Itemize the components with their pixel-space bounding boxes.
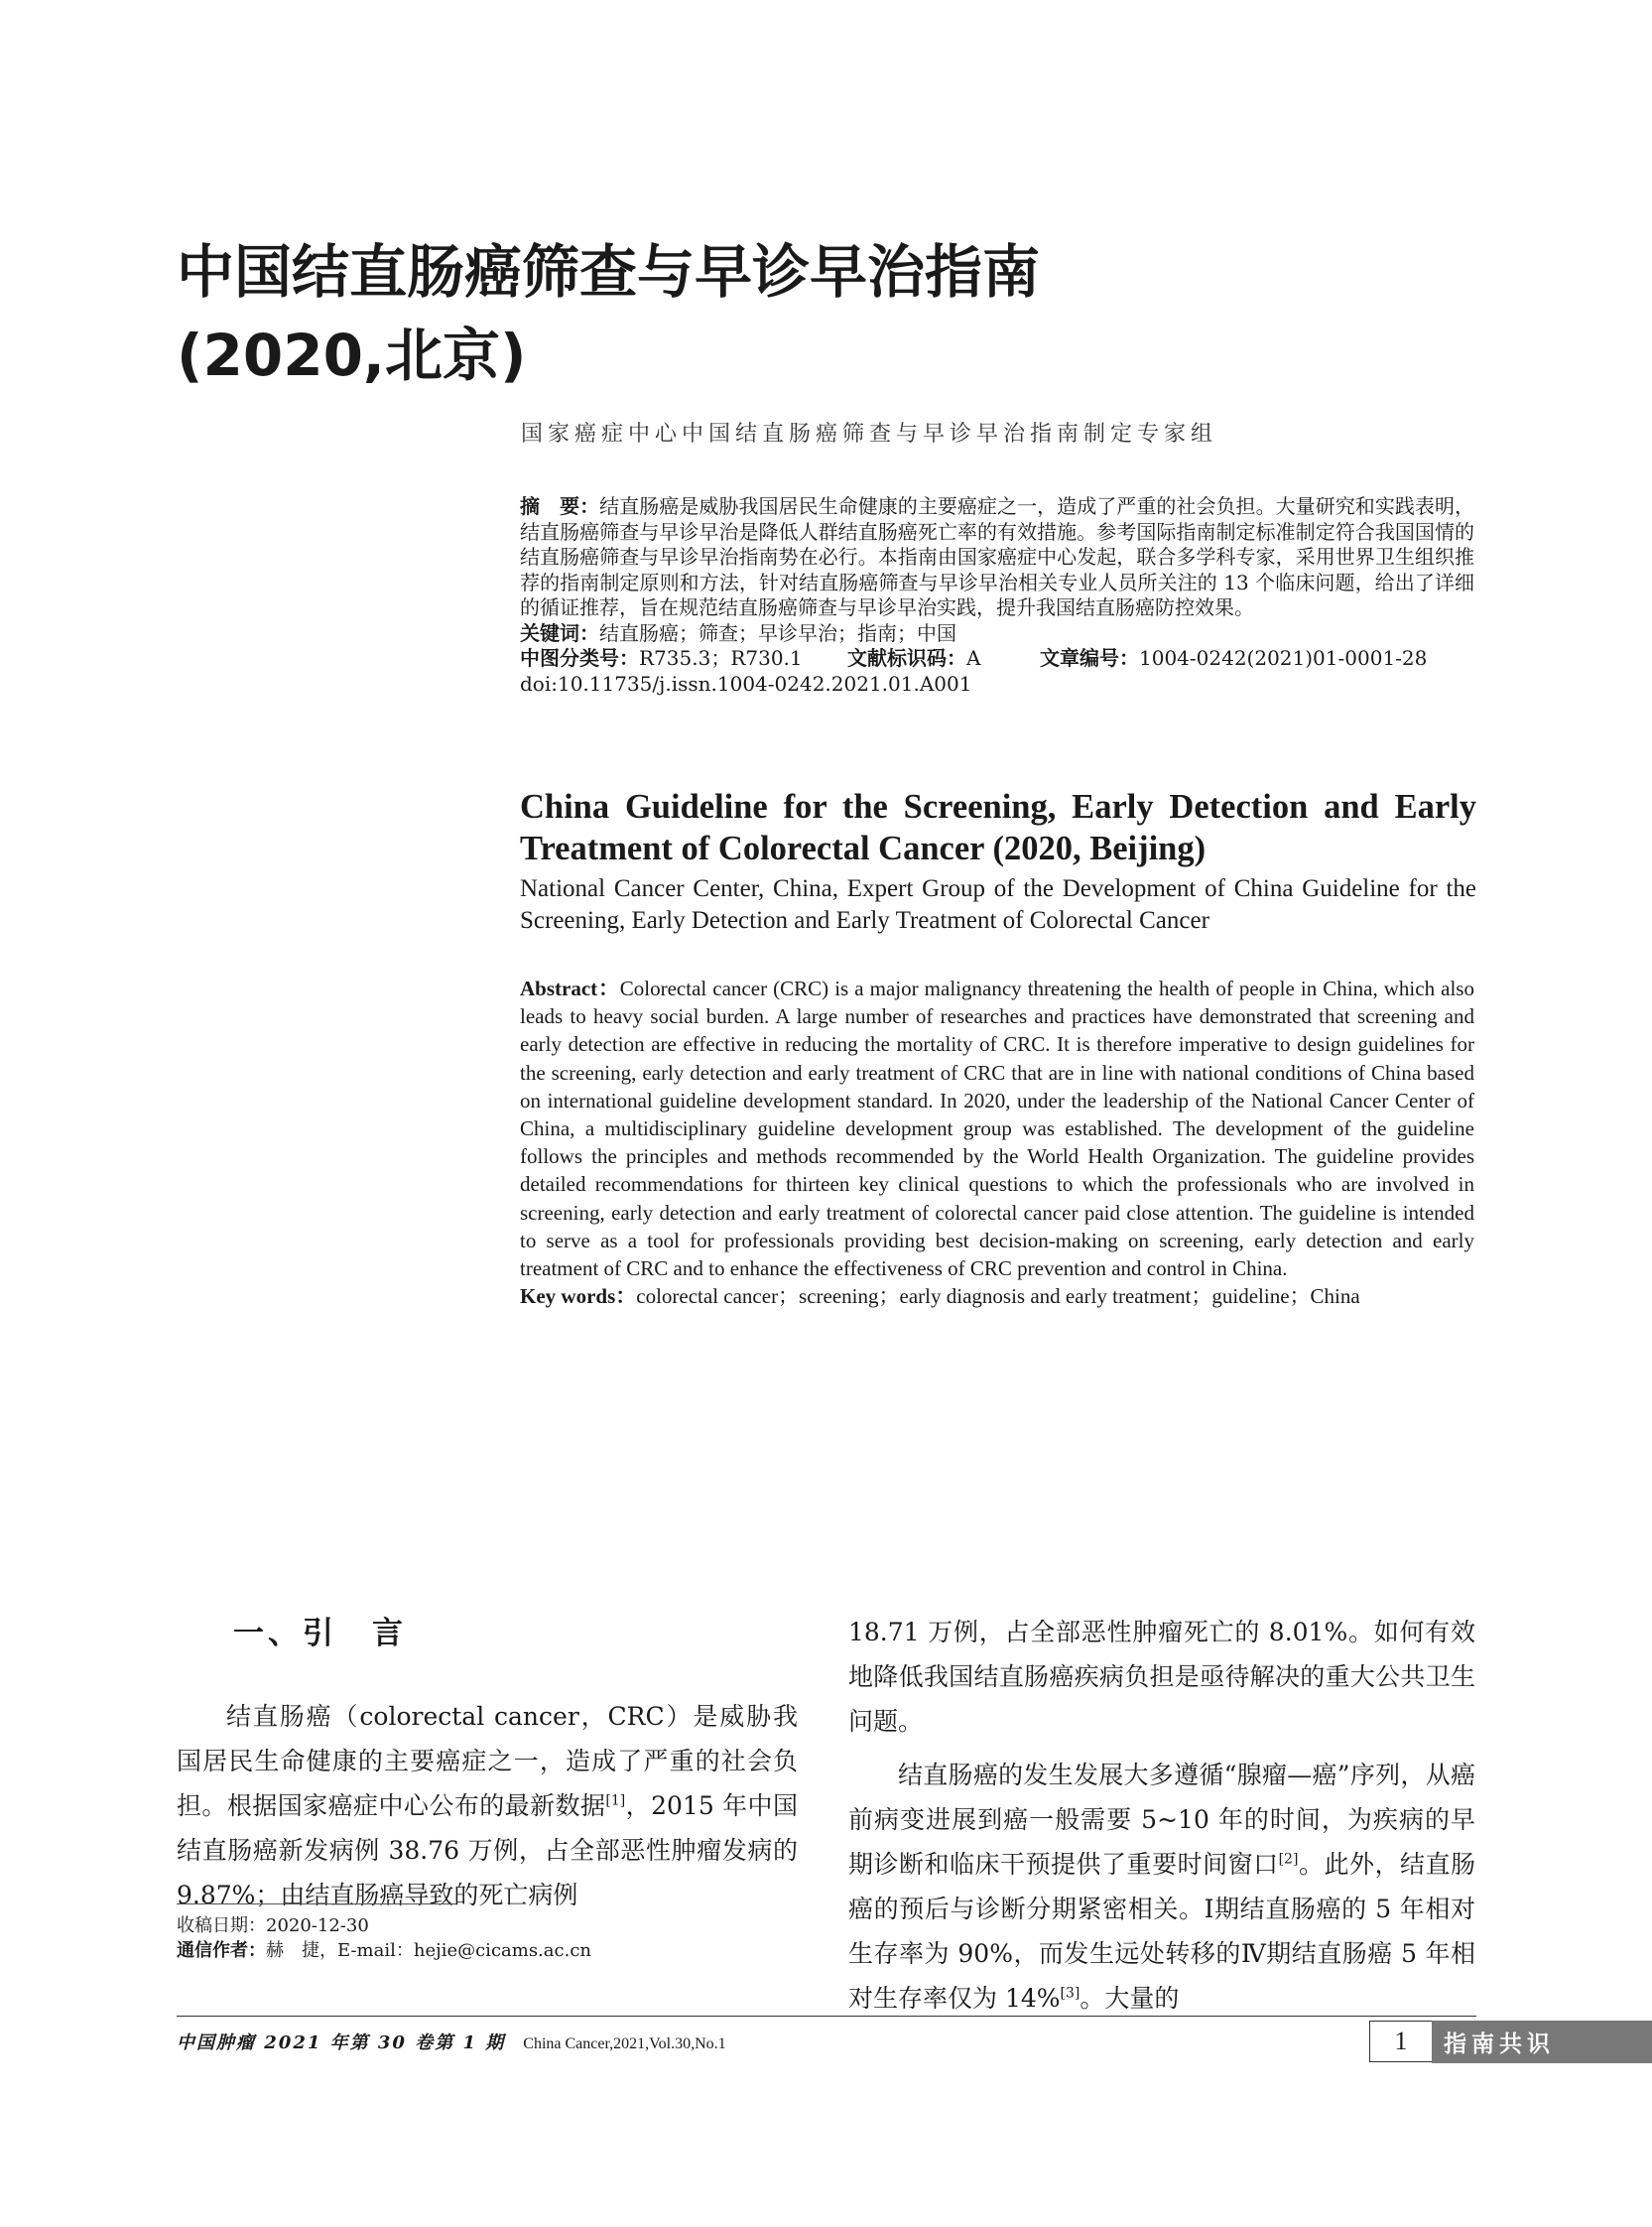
- keywords-cn: [520, 621, 1474, 647]
- abstract-cn-text: 结直肠癌是威胁我国居民生命健康的主要癌症之一，造成了严重的社会负担。大量研究和实践表明，结直肠癌筛查与早诊早治是降低人群结直肠癌死亡率的有效措施。参考国际指南制定标准制定符合我国国情的结直肠癌筛查与早诊早治指南势在必行。本指南由国家癌症中心发起，联合多学科专家，采用世界卫生组织推荐的指南制定原则和方法，针对结直肠癌筛查与早诊早治相关专业人员所关注的 13 个临床问题，给出了详细的循证推荐，旨在规范结直肠癌筛查与早诊早治实践，提升我国结直肠癌防控效果。: [520, 494, 1475, 619]
- paper-title-cn-line1: 中国结直肠癌筛查与早诊早治指南: [177, 238, 1041, 306]
- classification-row: [520, 646, 1474, 672]
- article-number-value: 1004-0242(2021)01-0001-28: [1139, 646, 1428, 670]
- body-text-span: 。此外，结直肠癌的预后与诊断分期紧密相关。Ⅰ期结直肠癌的 5 年相对生存率为 90%，而发生远处转移的Ⅳ期结直肠癌 5 年相对生存率仅为 14%: [848, 1850, 1475, 2013]
- keywords-en-label: Key words：: [520, 1284, 637, 1309]
- citation-ref[interactable]: [3]: [1060, 1985, 1080, 2002]
- body-paragraph: [848, 1753, 1475, 2021]
- abstract-en-label: Abstract：: [520, 977, 620, 1000]
- authors-cn: 国家癌症中心中国结直肠癌筛查与早诊早治指南制定专家组: [521, 422, 1218, 447]
- section-tag: 指南共识: [1432, 2021, 1652, 2063]
- doi: doi:10.11735/j.issn.1004-0242.2021.01.A001: [520, 671, 972, 696]
- document-code-label: 文献标识码：: [847, 646, 966, 670]
- abstract-en: [520, 975, 1474, 1310]
- corresponding-author-label: 通信作者：: [177, 1940, 266, 1961]
- received-date: [177, 1913, 812, 1938]
- clc-value: R735.3；R730.1: [639, 646, 803, 670]
- body-text-span: ，2015 年中国结直肠癌新发病例 38.76 万例，占全部恶性肿瘤发病的 9.87%；由结直肠癌导致的死亡病例: [177, 1791, 798, 1909]
- body-text-span: 结直肠癌的发生发展大多遵循“腺瘤—癌”序列，从癌前病变进展到癌一般需要 5~10 年的时间，为疾病的早期诊断和临床干预提供了重要时间窗口: [848, 1761, 1475, 1879]
- paper-title-cn: [177, 230, 1466, 397]
- body-paragraph: 18.71 万例，占全部恶性肿瘤死亡的 8.01%。如何有效地降低我国结直肠癌疾病负担是亟待解决的重大公共卫生问题。: [848, 1618, 1475, 1736]
- paper-title-cn-line2: (2020,北京): [177, 322, 527, 389]
- journal-name-en: China Cancer,2021,Vol.30,No.1: [523, 2035, 726, 2052]
- body-text-span: 结直肠癌（colorectal cancer，CRC）是威胁我国居民生命健康的主要癌症之一，造成了严重的社会负担。根据国家癌症中心公布的最新数据: [177, 1702, 798, 1820]
- body-column-right: [848, 1610, 1475, 2021]
- keywords-en: [520, 1282, 1474, 1310]
- article-number-label: 文章编号：: [1040, 646, 1139, 670]
- corresponding-author: [177, 1938, 812, 1963]
- received-date-value: 2020-12-30: [266, 1915, 369, 1936]
- abstract-cn-label: 摘 要：: [520, 494, 600, 518]
- keywords-cn-label: 关键词：: [520, 620, 599, 645]
- paper-title-en: China Guideline for the Screening, Early Detection and Early Treatment of Colorectal Cancer (2020, Beijing): [520, 788, 1476, 867]
- body-paragraph: [177, 1694, 798, 1917]
- document-code: [847, 646, 1040, 672]
- abstract-cn-paragraph: [520, 494, 1474, 621]
- corresponding-author-value: 赫 捷，E-mail：hejie@cicams.ac.cn: [266, 1940, 591, 1961]
- citation-ref[interactable]: [1]: [605, 1792, 626, 1809]
- keywords-cn-text: 结直肠癌；筛查；早诊早治；指南；中国: [599, 620, 956, 645]
- authors-en: National Cancer Center, China, Expert Group of the Development of China Guideline for the Screening, Early Detection and Early Treatment of Colorectal Cancer: [520, 875, 1476, 934]
- article-number: [1040, 646, 1427, 672]
- abstract-cn: [520, 494, 1474, 697]
- received-date-label: 收稿日期：: [177, 1915, 266, 1936]
- citation-ref[interactable]: [2]: [1278, 1851, 1299, 1868]
- journal-name-cn: 中国肿瘤 2021 年第 30 卷第 1 期: [177, 2032, 506, 2053]
- body-text-span: 。大量的: [1080, 1984, 1180, 2013]
- keywords-en-text: colorectal cancer；screening；early diagnosis and early treatment；guideline；China: [636, 1284, 1360, 1309]
- abstract-en-paragraph: [520, 975, 1474, 1282]
- document-code-value: A: [966, 646, 981, 670]
- abstract-en-text: Colorectal cancer (CRC) is a major malignancy threatening the health of people in China, which also leads to heavy social burden. A large number of researches and practices have demonstrated that screening and early detection are effective in reducing the mortality of CRC. It is therefore imperative to design guidelines for the screening, early detection and early treatment of CRC that are in line with national conditions of China based on international guideline development standard. In 2020, under the leadership of the National Cancer Center of China, a multidisciplinary guideline development group was established. The development of the guideline follows the principles and methods recommended by the World Health Organization. The guideline provides detailed recommendations for thirteen key clinical questions to which the professionals who are involved in screening, early detection and early treatment of colorectal cancer paid close attention. The guideline is intended to serve as a tool for professionals providing best decision-making on screening, early detection and early treatment of CRC and to enhance the effectiveness of CRC prevention and control in China.: [520, 977, 1474, 1281]
- body-column-left: [177, 1608, 798, 1917]
- footnote-divider: [177, 1903, 456, 1904]
- clc-number: [520, 646, 847, 672]
- footnotes: [177, 1913, 812, 1963]
- section-heading-introduction: 一、引 言: [233, 1616, 407, 1651]
- page-number: 1: [1369, 2021, 1433, 2062]
- journal-info: [177, 2029, 726, 2054]
- footer-divider: [177, 2016, 1476, 2017]
- clc-label: 中图分类号：: [520, 646, 639, 670]
